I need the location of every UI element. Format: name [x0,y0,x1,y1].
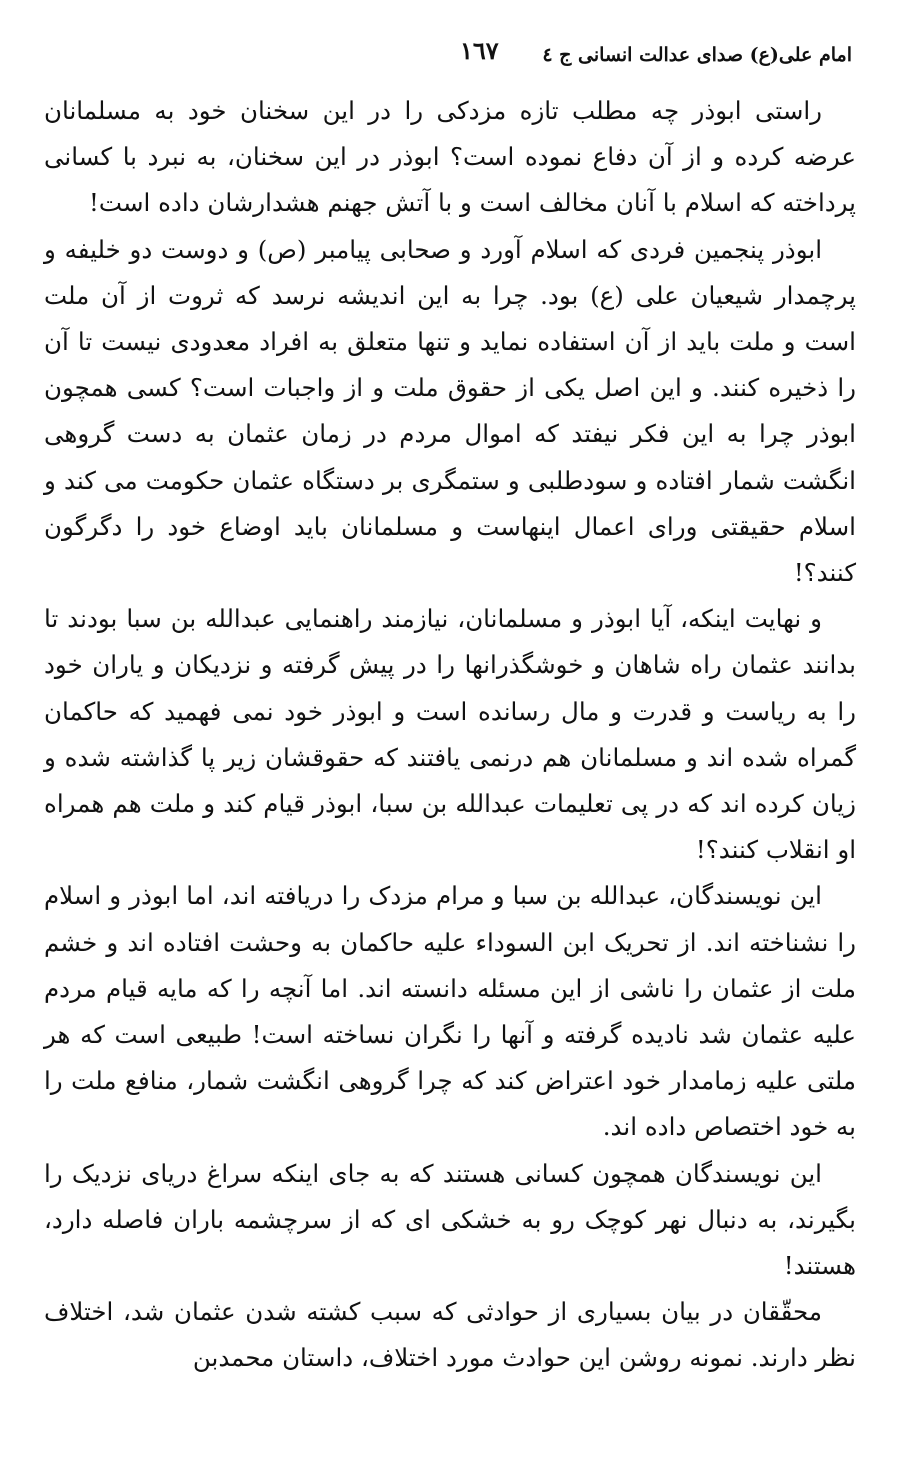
page-header [40,36,860,76]
paragraph: راستی ابوذر چه مطلب تازه مزدکی را در این سخنان خود به مسلمانان عرضه کرده و از آن دفاع نموده است؟ ابوذر در این سخنان، به نبرد با کسانی پرداخته که اسلام با آنان مخالف است و با آتش جهنم هشدارشان داده است! [44,96,856,218]
paragraph: ابوذر پنجمین فردی که اسلام آورد و صحابی پیامبر (ص) و دوست دو خلیفه و پرچمدار شیعیان علی (ع) بود. چرا به این اندیشه نرسد که ثروت از آن ملت است و ملت باید از آن استفاده نماید و تنها متعلق به افراد معدودی نیست تا آن را ذخیره کنند. و این اصل یکی از حقوق ملت و از واجبات است؟ کسی همچون ابوذر چرا به این فکر نیفتد که اموال مردم در زمان عثمان به دست گروهی انگشت شمار افتاده و سودطلبی و ستمگری بر دستگاه عثمان حکومت می کند و اسلام حقیقتی ورای اعمال اینهاست و مسلمانان باید اوضاع خود را دگرگون کنند؟! [44,234,856,588]
body-text [44,88,856,1382]
paragraph: و نهایت اینکه، آیا ابوذر و مسلمانان، نیازمند راهنمایی عبدالله بن سبا بودند تا بدانند عثمان راه شاهان و خوشگذرانها را در پیش گرفته و نزدیکان و یاران خود را به ریاست و قدرت و مال رسانده است و ابوذر خود نمی فهمید که حاکمان گمراه شده اند و مسلمانان هم درنمی یافتند که حقوقشان زیر پا گذاشته شده و زیان کرده اند که در پی تعلیمات عبدالله بن سبا، ابوذر قیام کند و ملت هم همراه او انقلاب کنند؟! [44,604,856,865]
page-number: ١٦٧ [460,36,499,65]
paragraph: محقّقان در بیان بسیاری از حوادثی که سبب کشته شدن عثمان شد، اختلاف نظر دارند. نمونه روشن این حوادث مورد اختلاف، داستان محمدبن [44,1297,856,1373]
paragraph: این نویسندگان، عبدالله بن سبا و مرام مزدک را دریافته اند، اما ابوذر و اسلام را نشناخته اند. از تحریک ابن السوداء علیه حاکمان به وحشت افتاده اند و خشم ملت از عثمان را ناشی از این مسئله دانسته اند. اما آنچه را که مایه قیام مردم علیه عثمان شد نادیده گرفته و آنها را نگران نساخته است! طبیعی است که هر ملتی علیه زمامدار خود اعتراض کند که چرا گروهی انگشت شمار، منافع ملت را به خود اختصاص داده اند. [44,881,856,1142]
paragraph: این نویسندگان همچون کسانی هستند که به جای اینکه سراغ دریای نزدیک را بگیرند، به دنبال نهر کوچک رو به خشکی ای که از سرچشمه باران فاصله دارد، هستند! [44,1158,856,1281]
running-title: امام علی(ع) صدای عدالت انسانی ج ٤ [542,44,852,66]
